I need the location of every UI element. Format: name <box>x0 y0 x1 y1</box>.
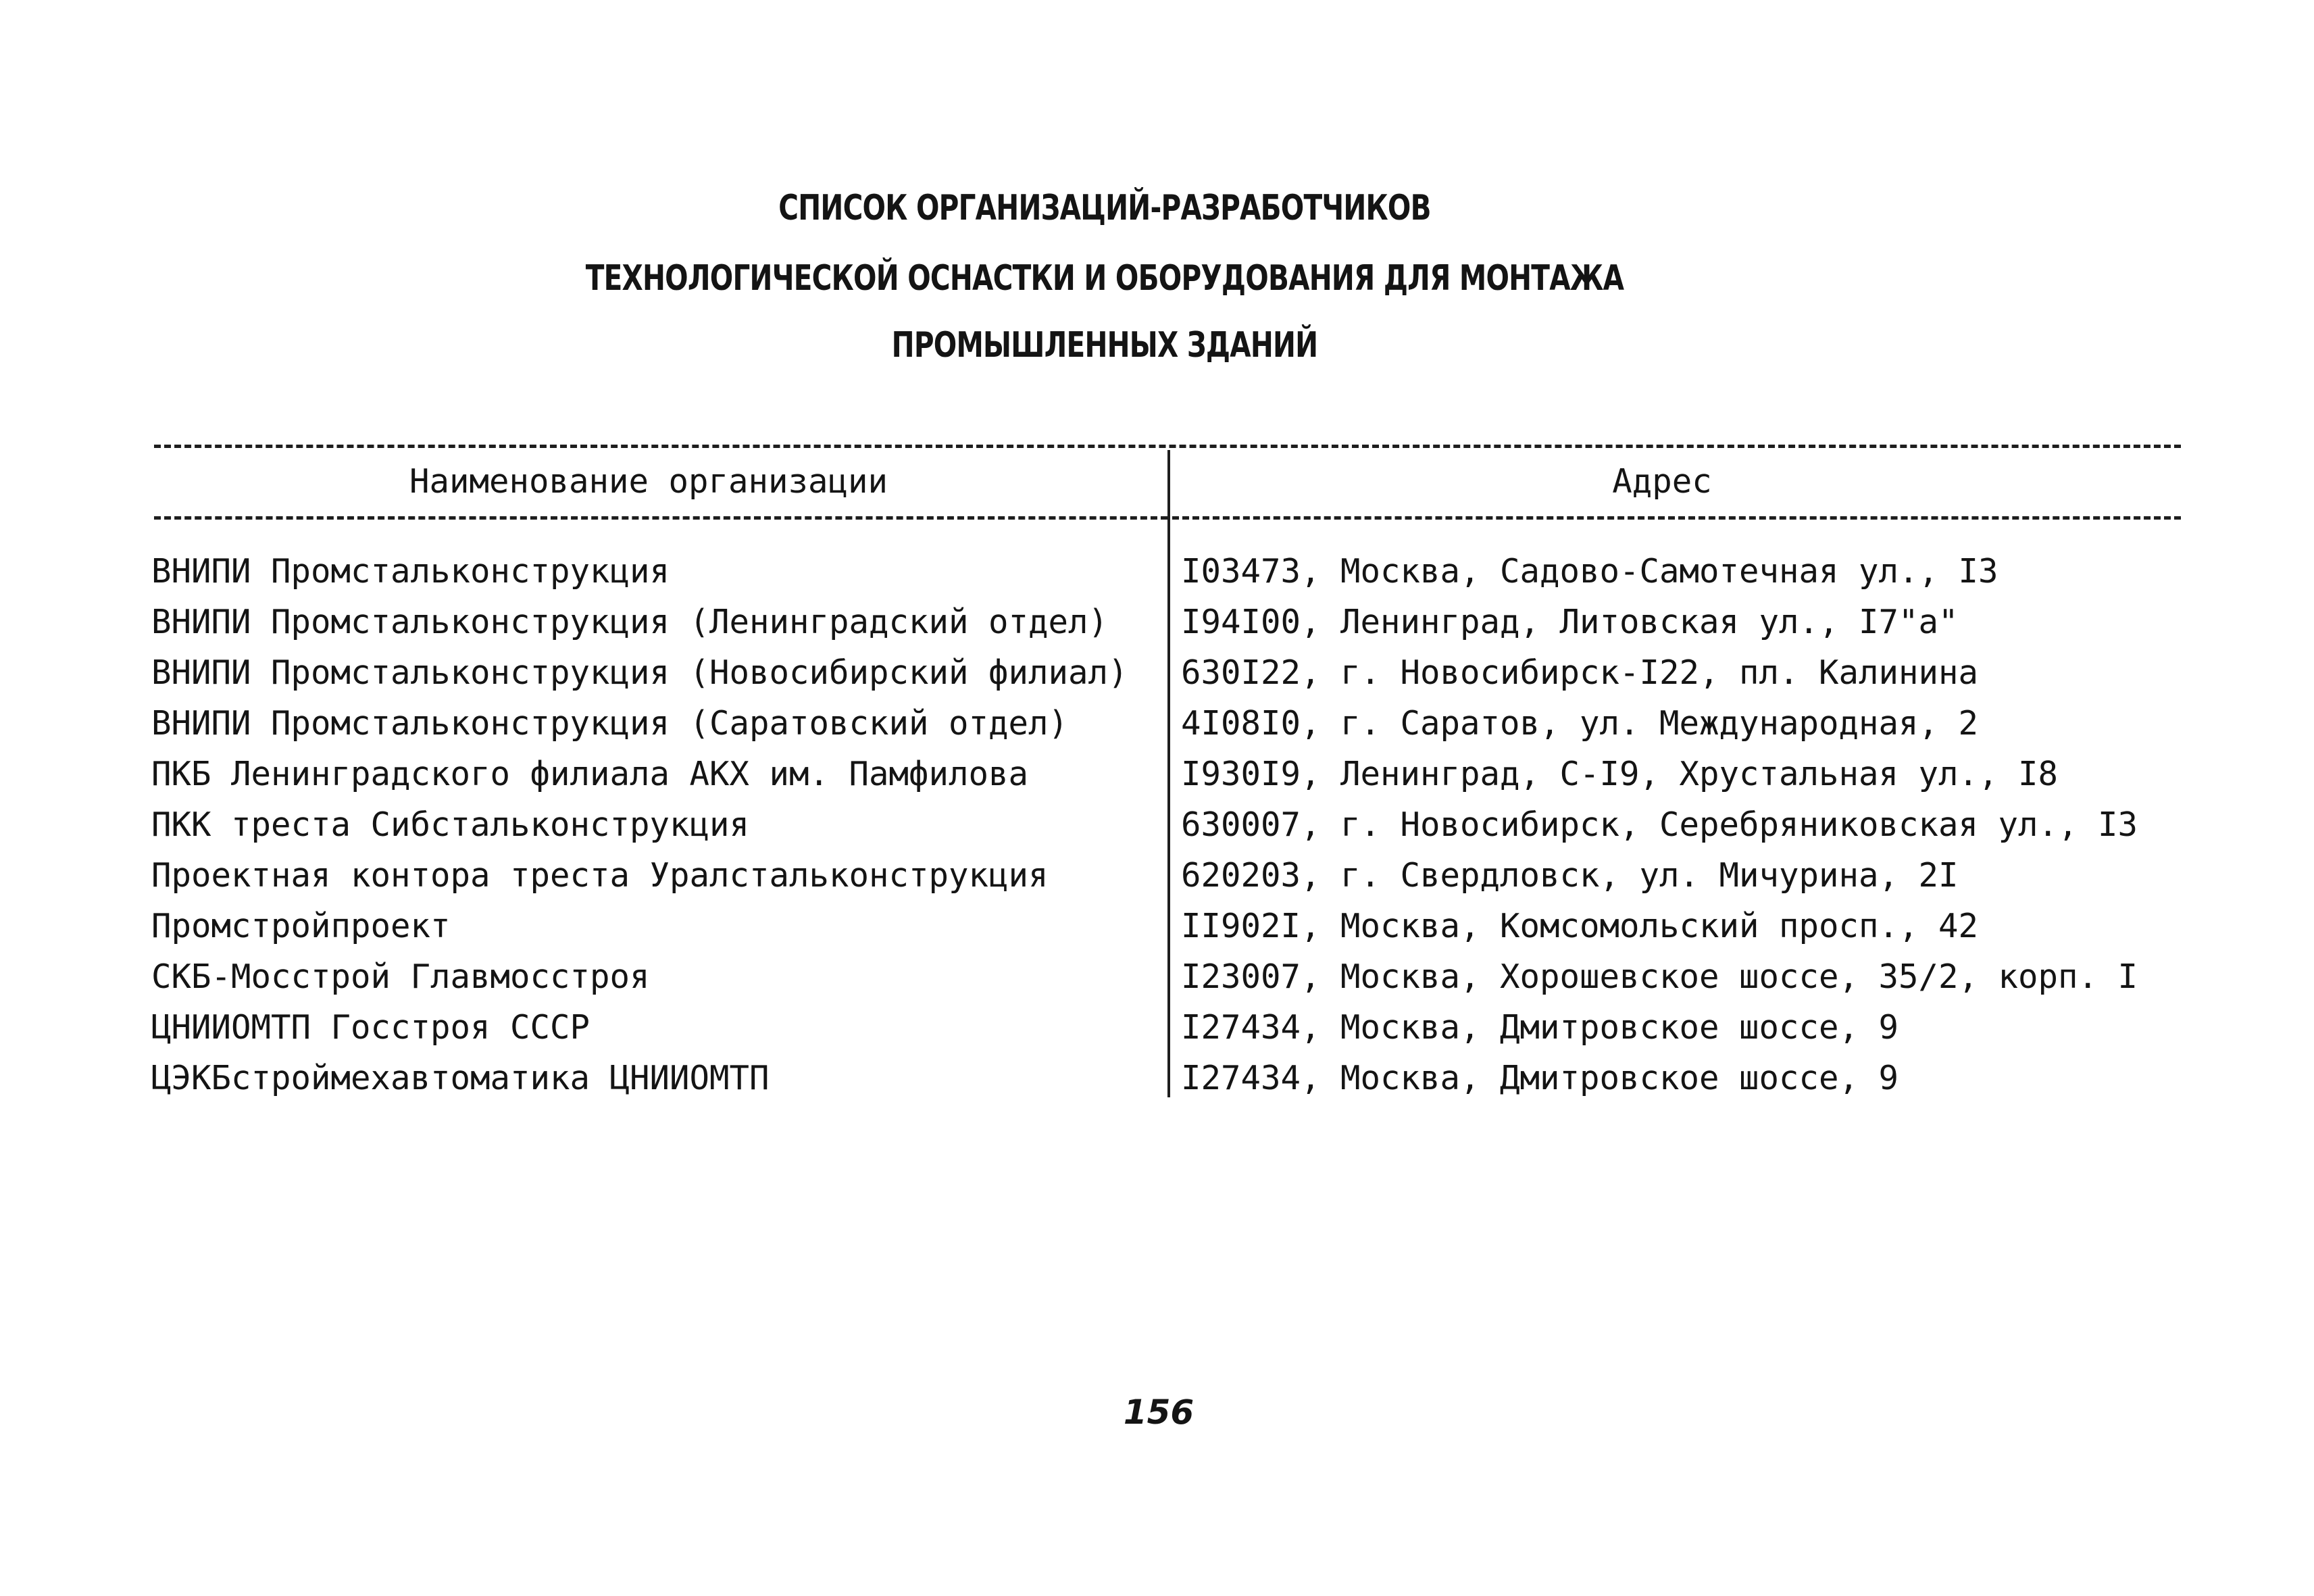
title-line-1: СПИСОК ОРГАНИЗАЦИЙ-РАЗРАБОТЧИКОВ <box>778 188 1431 228</box>
header-rule-right <box>1172 516 2181 520</box>
table-body <box>0 546 2314 1103</box>
table-row <box>0 1002 2314 1053</box>
organization-name: ВНИПИ Промстальконструкция (Саратовский отдел) <box>151 704 1069 743</box>
table-row <box>0 1053 2314 1103</box>
table-row <box>0 546 2314 597</box>
organization-name: ПКК треста Сибстальконструкция <box>151 805 750 844</box>
table-row <box>0 647 2314 698</box>
organization-name: ВНИПИ Промстальконструкция (Ленинградский отдел) <box>151 603 1109 641</box>
organization-address: 620203, г. Свердловск, ул. Мичурина, 2I <box>1181 856 1959 895</box>
column-header-address: Адрес <box>1612 462 1712 501</box>
organization-address: I03473, Москва, Садово-Самотечная ул., I3 <box>1181 552 1998 591</box>
organization-name: ПКБ Ленинградского филиала АКХ им. Памфилова <box>151 755 1029 793</box>
table-row <box>0 951 2314 1002</box>
organization-name: ЦЭКБстроймехавтоматика ЦНИИОМТП <box>151 1059 770 1097</box>
table-row <box>0 698 2314 749</box>
table-row <box>0 597 2314 647</box>
column-header-name: Наименование организации <box>409 462 888 501</box>
title-line-2: ТЕХНОЛОГИЧЕСКОЙ ОСНАСТКИ И ОБОРУДОВАНИЯ ДЛЯ МОНТАЖА <box>585 258 1624 299</box>
table-top-rule <box>154 445 2181 448</box>
organization-address: I930I9, Ленинград, С-I9, Хрустальная ул., I8 <box>1181 755 2059 793</box>
header-rule-left <box>154 516 1167 520</box>
table-row <box>0 799 2314 850</box>
page-number: 156 <box>1123 1393 1194 1432</box>
organization-name: ВНИПИ Промстальконструкция (Новосибирский филиал) <box>151 653 1128 692</box>
organization-name: ЦНИИОМТП Госстроя СССР <box>151 1008 590 1047</box>
table-row <box>0 850 2314 901</box>
organization-name: СКБ-Мосстрой Главмосстроя <box>151 957 650 996</box>
organization-address: I23007, Москва, Хорошевское шоссе, 35/2, корп. I <box>1181 957 2138 996</box>
organization-address: II902I, Москва, Комсомольский просп., 42 <box>1181 907 1979 945</box>
title-line-3: ПРОМЫШЛЕННЫХ ЗДАНИЙ <box>891 325 1318 366</box>
organization-name: Промстройпроект <box>151 907 451 945</box>
organization-address: I94I00, Ленинград, Литовская ул., I7"а" <box>1181 603 1959 641</box>
table-row <box>0 901 2314 951</box>
organization-address: 630I22, г. Новосибирск-I22, пл. Калинина <box>1181 653 1979 692</box>
organization-name: Проектная контора треста Уралстальконструкция <box>151 856 1049 895</box>
organization-address: 4I08I0, г. Саратов, ул. Международная, 2 <box>1181 704 1979 743</box>
organization-address: 630007, г. Новосибирск, Серебряниковская ул., I3 <box>1181 805 2138 844</box>
organization-address: I27434, Москва, Дмитровское шоссе, 9 <box>1181 1008 1899 1047</box>
organization-name: ВНИПИ Промстальконструкция <box>151 552 670 591</box>
organization-address: I27434, Москва, Дмитровское шоссе, 9 <box>1181 1059 1899 1097</box>
table-row <box>0 749 2314 799</box>
